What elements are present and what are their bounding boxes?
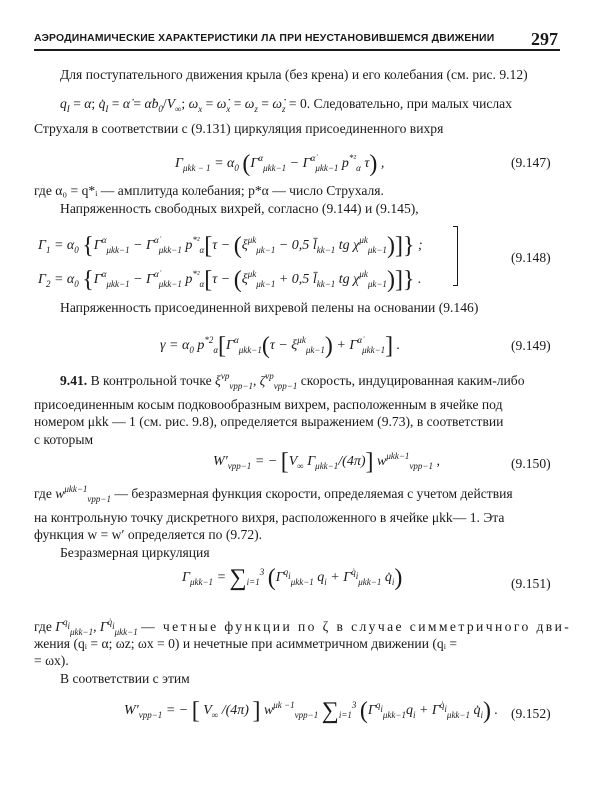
equation-number: (9.151)	[511, 576, 551, 591]
paragraph-line: = ωx).	[34, 653, 69, 668]
section-line: 9.41. В контрольной точке $\xi^{\nu p}_{\nu pp-1}$, $\zeta^{\nu p}_{\nu pp-1}$ скорость, индуцированная каким-либо	[60, 371, 525, 391]
paragraph-line: где α₀ = q*ᵢ — амплитуда колебания; p*α — число Струхаля.	[34, 183, 384, 198]
equation-9-152: $W'_{\nu pp-1}$ = − [ $V_\infty$ /(4π) ] $w^{\mu k -1}_{\nu pp-1}$ $\sum_{i=1}^3$ ($\Gamma^{qi}_{\mu kk-1}q_i + \Gamma^{q̇i}_{\mu kk-1}$ $q̇_i$) .	[124, 698, 499, 724]
header-rule	[34, 49, 560, 51]
paragraph-line: функция w = w′ определяется по (9.72).	[34, 527, 263, 542]
equation-9-147: $\Gamma_{\mu kk - 1} = \alpha_0$ ($\Gamma^\alpha_{\mu kk-1} - \Gamma^{\alphȧ}_{\mu kk-1}$ $p^{*^2}_\alpha$ τ) ,	[175, 151, 385, 177]
paragraph-line: Напряженность свободных вихрей, согласно (9.144) и (9.145),	[60, 201, 419, 216]
paragraph-text: Следовательно, при малых числах	[313, 96, 512, 111]
section-number: 9.41.	[60, 373, 88, 388]
equation-9-148-line1: $\Gamma_1 = \alpha_0$ {$\Gamma^\alpha_{\mu kk-1} - \Gamma^{\alphȧ}_{\mu kk-1}$ $p^{*^2}_\alpha[\tau - (\xi^{\mu k}_{\mu k-1} - 0,5$ $l̄_{kk-1}$ tg $\chi^{\mu k}_{\mu k-1}$)]} ;	[38, 233, 423, 259]
paragraph-line: В соответствии с этим	[60, 671, 190, 686]
paragraph-line: Напряженность присоединенной вихревой пелены на основании (9.146)	[60, 300, 479, 315]
inline-formula: $q_I = \alpha$; $q̇_I$ = α̇ = $\alphȧb_0/V_\infty$; $\omega_x$ = $\omegȧ_x = \omega_z$ = $\omegȧ_z = 0$.	[60, 96, 314, 114]
paragraph-line: Безразмерная циркуляция	[60, 545, 210, 560]
equation-9-151: $\Gamma_{\mu kk-1} = \sum_{i=1}^3$ ($\Gamma^{qi}_{\mu kk-1}$ $q_i + \Gamma^{q̇i}_{\mu kk-1}$ $q̇_i$)	[182, 565, 403, 591]
paragraph-line: Для поступательного движения крыла (без крена) и его колебания (см. рис. 9.12)	[60, 67, 528, 82]
paragraph-line: где $w^{\mu kk-1}_{\nu pp-1}$ — безразмерная функция скорости, определяемая с учетом действия	[34, 484, 513, 504]
equation-9-149: $\gamma = \alpha_0$ $p^{*2}_\alpha[\Gamma^\alpha_{\mu kk-1}(\tau - \xi^{\mu k}_{\mu k-1}) + \Gamma^{\alphȧ}_{\mu kk-1}]$ .	[160, 333, 401, 359]
equation-number: (9.152)	[511, 706, 551, 721]
equation-number: (9.150)	[511, 456, 551, 471]
equation-number: (9.147)	[511, 155, 551, 170]
paragraph-line: жения (qᵢ = α; ωz; ωx = 0) и нечетные при асимметричном движении (qᵢ =	[34, 636, 457, 651]
equation-9-148-line2: $\Gamma_2 = \alpha_0$ {$\Gamma^\alpha_{\mu kk-1} - \Gamma^{\alphȧ}_{\mu kk-1}$ $p^{*^2}_\alpha[\tau - (\xi^{\mu k}_{\mu k-1} + 0,5$ $l̄_{kk-1}$ tg $\chi^{\mu k}_{\mu k-1}$)]} .	[38, 267, 422, 293]
paragraph-line: номером μkk — 1 (см. рис. 9.8), определяется выражением (9.73), в соответствии	[34, 414, 504, 429]
paragraph-line: присоединенным косым подковообразным вихрем, расположенным в ячейке под	[34, 397, 503, 412]
paragraph-line-formula	[60, 97, 512, 114]
system-brace	[457, 226, 468, 286]
equation-9-150: $W'_{\nu pp-1}$ = − [$V_\infty$ $\Gamma_{\mu kk-1}/(4\pi)$] $w^{\mu kk-1}_{\nu pp-1}$ ,	[213, 449, 441, 475]
paragraph-line: на контрольную точку дискретного вихря, расположенного в ячейке μkk— 1. Эта	[34, 510, 505, 525]
equation-number: (9.148)	[511, 250, 551, 265]
paragraph-line: где $\Gamma^{qi}_{\mu kk-1}$, $\Gamma^{q̇i}_{\mu kk-1}$ — четные функции по ζ в случае симметричного дви-	[34, 617, 572, 637]
page-number: 297	[531, 29, 558, 49]
equation-number: (9.149)	[511, 338, 551, 353]
paragraph-line: Струхаля в соответствии с (9.131) циркуляция присоединенного вихря	[34, 121, 444, 136]
running-header-title: АЭРОДИНАМИЧЕСКИЕ ХАРАКТЕРИСТИКИ ЛА ПРИ НЕУСТАНОВИВШЕМСЯ ДВИЖЕНИИ	[34, 33, 495, 44]
paragraph-line: с которым	[34, 432, 94, 447]
